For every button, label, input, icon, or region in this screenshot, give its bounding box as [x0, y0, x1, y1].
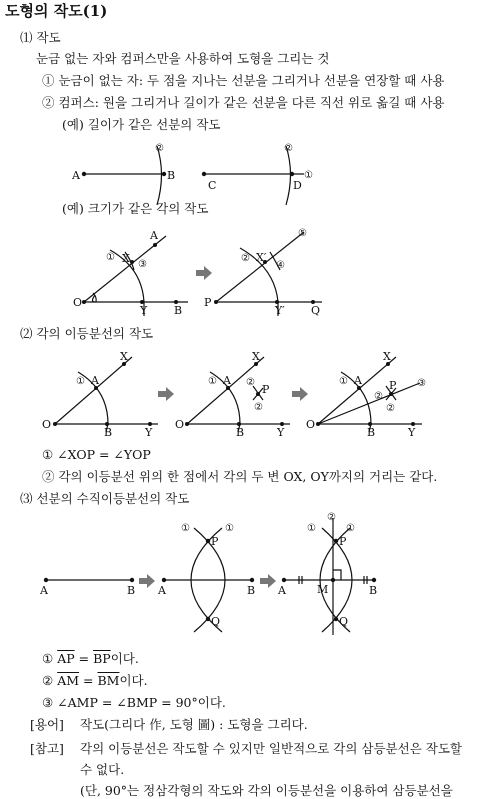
example-2-label: (예) 크기가 같은 각의 작도: [62, 201, 209, 216]
sec1-heading: ⑴ 작도: [20, 30, 61, 45]
svg-text:P: P: [339, 535, 347, 548]
svg-text:B: B: [369, 584, 378, 597]
sec3-item-1: ① $\overline{AP} = \overline{BP}$이다.: [42, 651, 139, 666]
svg-text:①: ①: [304, 170, 313, 181]
svg-text:①: ①: [346, 523, 355, 534]
diagram-labels: [39, 143, 426, 628]
note-tag: [참고]: [30, 741, 64, 756]
svg-text:X: X: [122, 252, 130, 265]
svg-text:①: ①: [307, 523, 316, 534]
svg-text:P: P: [389, 379, 397, 392]
svg-text:P: P: [211, 535, 219, 548]
sec3-item-1-number: ①: [42, 651, 54, 666]
svg-text:X: X: [252, 350, 260, 363]
svg-text:A: A: [72, 169, 80, 182]
svg-text:A: A: [223, 374, 231, 387]
svg-text:②: ②: [327, 512, 336, 523]
svg-text:②: ②: [254, 402, 263, 413]
svg-text:A: A: [354, 374, 362, 387]
sec1-item-1: ① 눈금이 없는 자: 두 점을 지나는 선분을 그리거나 선분을 연장할 때 사용: [42, 73, 445, 88]
svg-text:M: M: [317, 583, 329, 596]
svg-text:B: B: [367, 426, 376, 439]
arc-2-right: [286, 146, 291, 205]
bisector-diagram-3: [318, 357, 422, 432]
arrow-icon: [260, 574, 276, 588]
svg-text:②: ②: [241, 253, 250, 264]
svg-text:③: ③: [138, 259, 147, 270]
svg-text:X: X: [383, 350, 391, 363]
sec2-item-1: ① ∠XOP = ∠YOP: [42, 447, 151, 462]
svg-text:①: ①: [225, 523, 234, 534]
svg-text:Y: Y: [140, 304, 148, 317]
svg-text:Y: Y: [277, 426, 285, 439]
arrow-icon: [196, 266, 212, 280]
svg-text:B: B: [174, 304, 183, 317]
perp-bisector-diagram-2: [164, 528, 252, 632]
svg-text:②: ②: [246, 377, 255, 388]
arrow-icon: [292, 387, 308, 401]
segment-bm: $\overline{BM}$: [97, 673, 120, 688]
svg-text:B: B: [236, 426, 245, 439]
svg-text:②: ②: [386, 403, 395, 414]
bisector-diagram-1: [55, 357, 158, 432]
sec3-item-3: ③ ∠AMP = ∠BMP = 90°이다.: [42, 695, 226, 710]
arc-2-left: [157, 146, 162, 205]
svg-text:Q: Q: [339, 615, 349, 628]
svg-text:O: O: [73, 296, 83, 309]
svg-text:⑤: ⑤: [298, 228, 307, 239]
svg-text:①: ①: [106, 252, 115, 263]
svg-text:P: P: [262, 383, 270, 396]
svg-text:Q: Q: [211, 615, 221, 628]
ray-px: [216, 232, 304, 302]
note-line-3: (단, 90°는 정삼각형의 작도와 각의 이등분선을 이용하여 삼등분선을: [80, 783, 453, 798]
svg-text:B: B: [104, 426, 113, 439]
svg-text:A: A: [278, 584, 286, 597]
svg-text:A: A: [40, 584, 48, 597]
svg-text:②: ②: [284, 143, 293, 154]
arrow-icon: [158, 387, 174, 401]
bisector-ray: [318, 383, 420, 424]
svg-text:Y: Y: [145, 426, 153, 439]
term-tag: [용어]: [30, 717, 64, 732]
note-line-2: 수 없다.: [80, 762, 125, 777]
segment-copy-diagram: [84, 146, 304, 205]
sec2-heading: ⑵ 각의 이등분선의 작도: [20, 326, 154, 341]
svg-text:A: A: [158, 584, 166, 597]
term-text: 작도(그리다 作, 도형 圖) : 도형을 그리다.: [80, 717, 308, 732]
segment-am: $\overline{AM}$: [57, 673, 80, 688]
svg-text:B: B: [127, 584, 136, 597]
points: [44, 172, 415, 621]
sec3-heading: ⑶ 선분의 수직이등분선의 작도: [20, 491, 190, 506]
bisector-diagram-2: [187, 357, 290, 432]
example-1-label: (예) 길이가 같은 선분의 작도: [62, 117, 221, 132]
segment-bp: $\overline{BP}$: [93, 651, 111, 666]
svg-text:②: ②: [155, 143, 164, 154]
svg-text:③: ③: [417, 378, 426, 389]
sec1-item-2: ② 컴퍼스: 원을 그리거나 길이가 같은 선분을 다른 직선 위로 옮길 때 사용: [42, 95, 445, 110]
perp-bisector-diagram-3: [284, 518, 374, 635]
page-title: 도형의 작도(1): [5, 2, 108, 20]
svg-text:A: A: [91, 374, 99, 387]
svg-text:①: ①: [76, 376, 85, 387]
svg-text:O: O: [42, 418, 52, 431]
svg-text:P: P: [204, 296, 212, 309]
svg-text:B: B: [167, 169, 176, 182]
svg-text:B: B: [247, 584, 256, 597]
svg-text:④: ④: [276, 260, 285, 271]
svg-text:Y′: Y′: [275, 304, 285, 317]
svg-text:X: X: [120, 350, 128, 363]
sec2-item-2: ② 각의 이등분선 위의 한 점에서 각의 두 변 OX, OY까지의 거리는 같다.: [42, 469, 438, 484]
segment-ap: $\overline{AP}$: [57, 651, 75, 666]
svg-text:①: ①: [339, 376, 348, 387]
svg-text:X′: X′: [256, 251, 267, 264]
svg-text:O: O: [175, 418, 185, 431]
svg-text:D: D: [293, 179, 302, 192]
arrow-icon: [139, 574, 155, 588]
svg-text:①: ①: [181, 523, 190, 534]
svg-text:Q: Q: [311, 304, 321, 317]
svg-text:Y: Y: [408, 426, 416, 439]
svg-text:A: A: [150, 229, 158, 242]
sec3-item-2-number: ②: [42, 673, 54, 688]
svg-text:C: C: [208, 179, 217, 192]
note-line-1: 각의 이등분선은 작도할 수 있지만 일반적으로 각의 삼등분선은 작도할: [80, 741, 462, 756]
svg-text:O: O: [306, 418, 316, 431]
svg-text:①: ①: [208, 376, 217, 387]
sec1-definition: 눈금 없는 자와 컴퍼스만을 사용하여 도형을 그리는 것: [36, 51, 330, 66]
svg-text:②: ②: [374, 391, 383, 402]
sec3-item-2: ② $\overline{AM} = \overline{BM}$이다.: [42, 673, 148, 688]
